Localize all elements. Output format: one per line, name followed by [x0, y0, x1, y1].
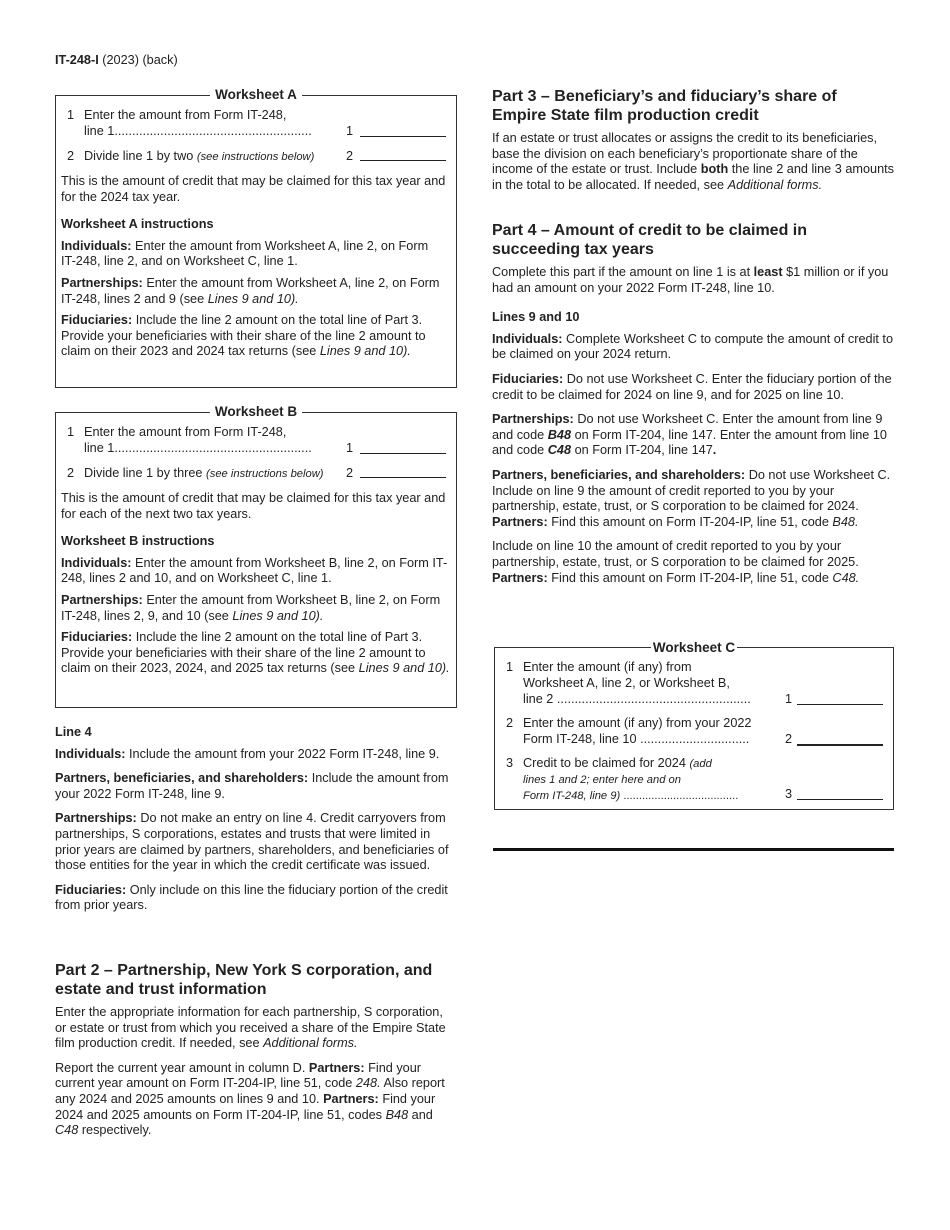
- ws-c-line1-text-b: Worksheet A, line 2, or Worksheet B,: [523, 676, 730, 690]
- ws-c-line2-text-a: Enter the amount (if any) from your 2022: [523, 716, 752, 730]
- line4-individuals: Individuals: Include the amount from your 2022 Form IT-248, line 9.: [55, 746, 440, 761]
- ws-b-partnerships: Partnerships: Enter the amount from Worksheet B, line 2, on Form IT-248, lines 2, 9, and 10 (see Lines 9 and 10).: [61, 592, 441, 623]
- ws-a-body: [61, 174, 446, 366]
- ws-a-individuals: Individuals: Enter the amount from Worksheet A, line 2, on Form IT-248, line 2, and on Worksheet C, line 1.: [61, 238, 429, 269]
- ws-a-fiduciaries: Fiduciaries: Include the line 2 amount on the total line of Part 3. Provide your beneficiaries with their share of the line 2 amount to claim on their 2023 and 2024 tax returns (see Lines 9 and 10).: [61, 313, 426, 359]
- part4-fiduciaries: Fiduciaries: Do not use Worksheet C. Enter the fiduciary portion of the credit to be claimed for 2024 on line 9, and for 2025 on line 10.: [492, 371, 892, 402]
- part4-title: Part 4 – Amount of credit to be claimed in succeeding tax years: [492, 222, 808, 258]
- part4-section: [492, 221, 894, 592]
- ws-b-description: This is the amount of credit that may be claimed for this tax year and for each of the next two tax years.: [61, 491, 446, 521]
- ws-c-line2-ref: 2: [785, 732, 793, 746]
- worksheet-a-title: Worksheet A: [210, 87, 302, 102]
- line4-title: Line 4: [55, 725, 92, 739]
- ws-c-line2-field[interactable]: [797, 744, 883, 746]
- part4-partnerships: Partnerships: Do not use Worksheet C. Enter the amount from line 9 and code B48 on Form IT-204, line 147. Enter the amount from line 10 and code C48 on Form IT-204, line 147.: [492, 412, 887, 458]
- part3-paragraph: If an estate or trust allocates or assigns the credit to its beneficiaries, base the division on each beneficiary’s proportionate share of the income of the estate or trust. Include both the line 2 and line 3 amounts in the total to be allocated. If needed, see Additional forms.: [492, 131, 895, 192]
- ws-a-line2-ref: 2: [346, 149, 354, 163]
- form-header: [55, 53, 178, 69]
- worksheet-c-title: Worksheet C: [652, 640, 736, 655]
- ws-a-line2-text: Divide line 1 by two (see instructions below): [84, 149, 315, 163]
- line4-partnerships: Partnerships: Do not make an entry on line 4. Credit carryovers from partnerships, S corporations, estates and trusts that were limited in prior years are claimed by partners, shareholders, and beneficiaries of those entities for the year in which the credit certificate was issued.: [55, 811, 449, 873]
- ws-b-individuals: Individuals: Enter the amount from Worksheet B, line 2, on Form IT-248, lines 2 and 10, and on Worksheet C, line 1.: [61, 555, 448, 586]
- ws-a-line1-text-b: line 1........................................................: [84, 124, 312, 138]
- part4-line10-paragraph: Include on line 10 the amount of credit reported to you by your partnership, estate, trust, or S corporation to be claimed for 2025. Partners: Find this amount on Form IT-204-IP, line 51, code C48.: [492, 539, 860, 585]
- worksheet-a: [55, 87, 457, 388]
- part2-section: [55, 961, 457, 1145]
- form-year: (2023) (back): [102, 53, 178, 67]
- end-rule: [493, 848, 894, 851]
- part4-partners-beneficiaries: Partners, beneficiaries, and shareholders: Do not use Worksheet C. Include on line 9 the amount of credit reported to you by your partnership, estate, trust, or S corporation to be claimed for 2024. Partners: Find this amount on Form IT-204-IP, line 51, code B48.: [492, 467, 891, 529]
- ws-b-line2-ref: 2: [346, 466, 354, 480]
- ws-c-line3-note-c: Form IT-248, line 9) .....................................: [523, 790, 739, 802]
- part4-intro: Complete this part if the amount on line 1 is at least $1 million or if you had an amount on your 2022 Form IT-248, line 10.: [492, 265, 889, 295]
- ws-a-line2-field[interactable]: [360, 160, 446, 161]
- ws-a-partnerships: Partnerships: Enter the amount from Worksheet A, line 2, on Form IT-248, lines 2 and 9 (see Lines 9 and 10).: [61, 275, 440, 306]
- ws-a-line1-ref: 1: [346, 124, 354, 138]
- part2-paragraph-1: Enter the appropriate information for each partnership, S corporation, or estate or trust from which you received a share of the Empire State film production credit. If needed, see Additional forms.: [55, 1005, 446, 1051]
- ws-c-line1-number: 1: [506, 660, 514, 674]
- ws-a-description: This is the amount of credit that may be claimed for this tax year and for the 2024 tax year.: [61, 174, 446, 204]
- ws-b-line1-text: Enter the amount from Form IT-248,: [84, 425, 287, 439]
- part2-paragraph-2: Report the current year amount in column D. Partners: Find your current year amount on Form IT-204-IP, line 51, code 248. Also report any 2024 and 2025 amounts on lines 9 and 10. Partners: Find your 2024 and 2025 amounts on Form IT-204-IP, line 51, codes B48 and C48 respectively.: [55, 1060, 445, 1138]
- form-id: IT-248-I: [55, 53, 99, 67]
- ws-c-line2-text-b: Form IT-248, line 10 ...............................: [523, 732, 750, 746]
- ws-b-line1-ref: 1: [346, 441, 354, 455]
- line4-section: [55, 725, 455, 920]
- part2-title: Part 2 – Partnership, New York S corporation, and estate and trust information: [55, 962, 433, 998]
- ws-c-line3-field[interactable]: [797, 799, 883, 800]
- ws-a-instructions-title: Worksheet A instructions: [61, 217, 214, 232]
- line4-partners-beneficiaries: Partners, beneficiaries, and shareholders: Include the amount from your 2022 Form IT-248, line 9.: [55, 771, 449, 801]
- ws-b-body: [61, 491, 451, 683]
- ws-a-line1-field[interactable]: [360, 136, 446, 137]
- ws-b-line2-number: 2: [67, 466, 75, 480]
- ws-b-line2-field[interactable]: [360, 477, 446, 478]
- worksheet-b: [55, 404, 457, 708]
- ws-b-instructions-title: Worksheet B instructions: [61, 534, 215, 549]
- ws-c-line3-number: 3: [506, 756, 514, 770]
- worksheet-c: [494, 640, 894, 810]
- ws-c-line1-ref: 1: [785, 692, 793, 706]
- ws-b-line1-text-b: line 1........................................................: [84, 441, 312, 455]
- part3-section: [492, 87, 894, 199]
- line4-fiduciaries: Fiduciaries: Only include on this line the fiduciary portion of the credit from prior years.: [55, 882, 448, 913]
- ws-c-line1-text-c: line 2 .......................................................: [523, 692, 751, 706]
- ws-b-line1-number: 1: [67, 425, 75, 439]
- part4-individuals: Individuals: Complete Worksheet C to compute the amount of credit to be claimed on your 2024 return.: [492, 331, 894, 362]
- ws-c-line1-text-a: Enter the amount (if any) from: [523, 660, 692, 674]
- ws-b-fiduciaries: Fiduciaries: Include the line 2 amount on the total line of Part 3. Provide your beneficiaries with their share of the line 2 amount to claim on their 2023, 2024, and 2025 tax returns (see Lines 9 and 10).: [61, 630, 450, 676]
- ws-a-line1-number: 1: [67, 108, 75, 122]
- part3-title: Part 3 – Beneficiary’s and fiduciary’s share of Empire State film production credit: [492, 88, 837, 124]
- ws-c-line3-note-b: lines 1 and 2; enter here and on: [523, 774, 681, 786]
- worksheet-b-title: Worksheet B: [210, 404, 302, 419]
- ws-b-line2-text: Divide line 1 by three (see instructions below): [84, 466, 324, 480]
- ws-c-line2-number: 2: [506, 716, 514, 730]
- ws-a-line2-number: 2: [67, 149, 75, 163]
- ws-b-line1-field[interactable]: [360, 453, 446, 454]
- ws-a-line1-text: Enter the amount from Form IT-248,: [84, 108, 287, 122]
- ws-c-line3-ref: 3: [785, 787, 793, 801]
- ws-c-line1-field[interactable]: [797, 704, 883, 705]
- ws-c-line3-text-a: Credit to be claimed for 2024 (add: [523, 756, 712, 770]
- part4-lines-title: Lines 9 and 10: [492, 310, 580, 325]
